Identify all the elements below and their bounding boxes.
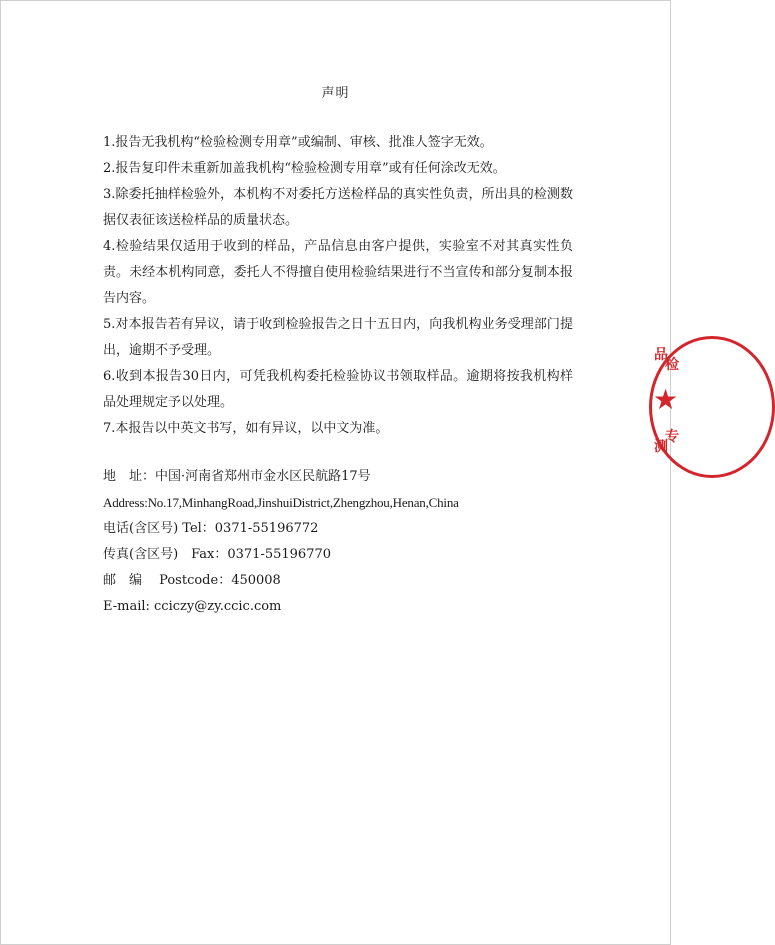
postcode: 邮 编 Postcode：450008 — [103, 573, 281, 588]
seal-char: 专 — [665, 429, 679, 445]
email: E-mail: cciczy@zy.ccic.com — [103, 599, 282, 614]
statement-item: 2.报告复印件未重新加盖我机构“检验检测专用章”或有任何涂改无效。 — [103, 161, 506, 176]
statement-item: 1.报告无我机构“检验检测专用章”或编制、审核、批准人签字无效。 — [103, 135, 493, 150]
statement-item: 6.收到本报告30日内，可凭我机构委托检验协议书领取样品。逾期将按我机构样品处理规定予以处理。 — [103, 369, 573, 410]
inspection-seal-stamp — [649, 336, 679, 474]
contact-info — [103, 464, 583, 620]
statement-item: 3.除委托抽样检验外，本机构不对委托方送检样品的真实性负责，所出具的检测数据仅表征该送检样品的质量状态。 — [103, 187, 573, 228]
star-icon: ★ — [653, 383, 679, 416]
telephone: 电话(含区号) Tel：0371-55196772 — [103, 521, 319, 536]
seal-char: 测 — [654, 439, 668, 455]
address-chinese: 地 址：中国·河南省郑州市金水区民航路17号 — [103, 469, 371, 484]
address-english: Address:No.17,MinhangRoad,JinshuiDistrict,Zhengzhou,Henan,China — [103, 495, 459, 510]
statement-list — [103, 130, 573, 442]
seal-char: 品 — [654, 347, 668, 363]
fax: 传真(含区号) Fax：0371-55196770 — [103, 547, 332, 562]
statement-item: 4.检验结果仅适用于收到的样品，产品信息由客户提供，实验室不对其真实性负责。未经本机构同意，委托人不得擅自使用检验结果进行不当宣传和部分复制本报告内容。 — [103, 239, 573, 306]
page-title: 声明 — [321, 86, 350, 101]
seal-char: 检 — [665, 357, 679, 373]
statement-item: 7.本报告以中英文书写，如有异议，以中文为准。 — [103, 421, 389, 436]
statement-item: 5.对本报告若有异议，请于收到检验报告之日十五日内，向我机构业务受理部门提出，逾期不予受理。 — [103, 317, 573, 358]
